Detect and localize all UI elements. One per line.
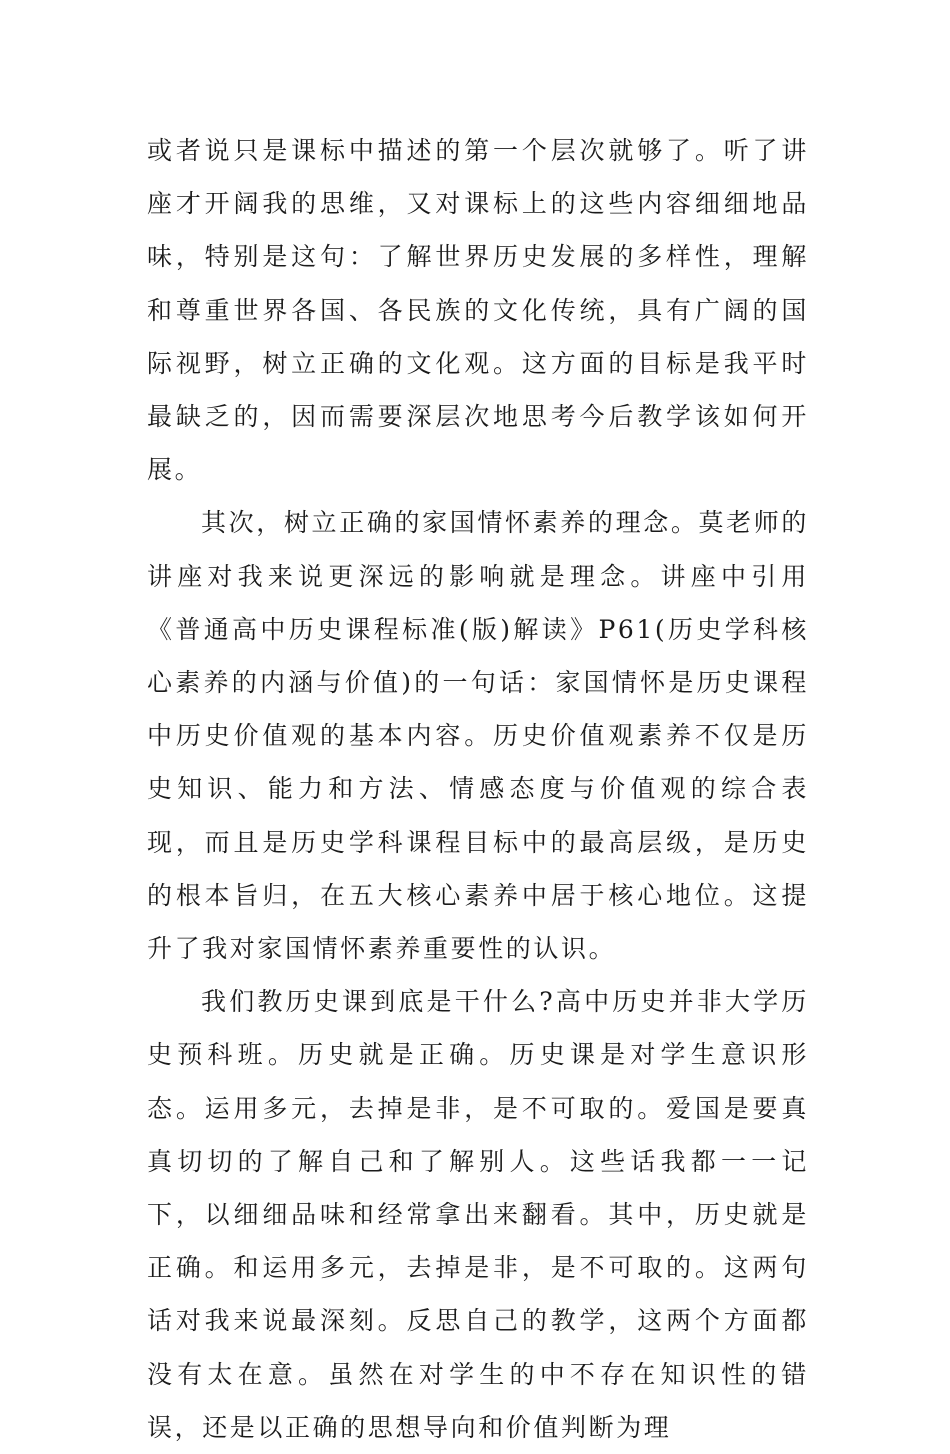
paragraph-continued: 或者说只是课标中描述的第一个层次就够了。听了讲座才开阔我的思维，又对课标上的这些内容细细地品味，特别是这句：了解世界历史发展的多样性，理解和尊重世界各国、各民族的文化传统，具有广阔的国际视野，树立正确的文化观。这方面的目标是我平时最缺乏的，因而需要深层次地思考今后教学该如何开展。	[147, 136, 809, 485]
paragraph-purpose-of-history-teaching: 我们教历史课到底是干什么?高中历史并非大学历史预科班。历史就是正确。历史课是对学生意识形态。运用多元，去掉是非，是不可取的。爱国是要真真切切的了解自己和了解别人。这些话我都一一记下，以细细品味和经常拿出来翻看。其中，历史就是正确。和运用多元，去掉是非，是不可取的。这两句话对我来说最深刻。反思自己的教学，这两个方面都没有太在意。虽然在对学生的中不存在知识性的错误，还是以正确的思想导向和价值判断为理	[147, 987, 809, 1442]
paragraph-family-nation-sentiment: 其次，树立正确的家国情怀素养的理念。莫老师的讲座对我来说更深远的影响就是理念。讲座中引用《普通高中历史课程标准(版)解读》P61(历史学科核心素养的内涵与价值)的一句话：家国情怀是历史课程中历史价值观的基本内容。历史价值观素养不仅是历史知识、能力和方法、情感态度与价值观的综合表现，而且是历史学科课程目标中的最高层级，是历史的根本旨归，在五大核心素养中居于核心地位。这提升了我对家国情怀素养重要性的认识。	[147, 508, 809, 964]
document-body	[147, 124, 809, 1454]
